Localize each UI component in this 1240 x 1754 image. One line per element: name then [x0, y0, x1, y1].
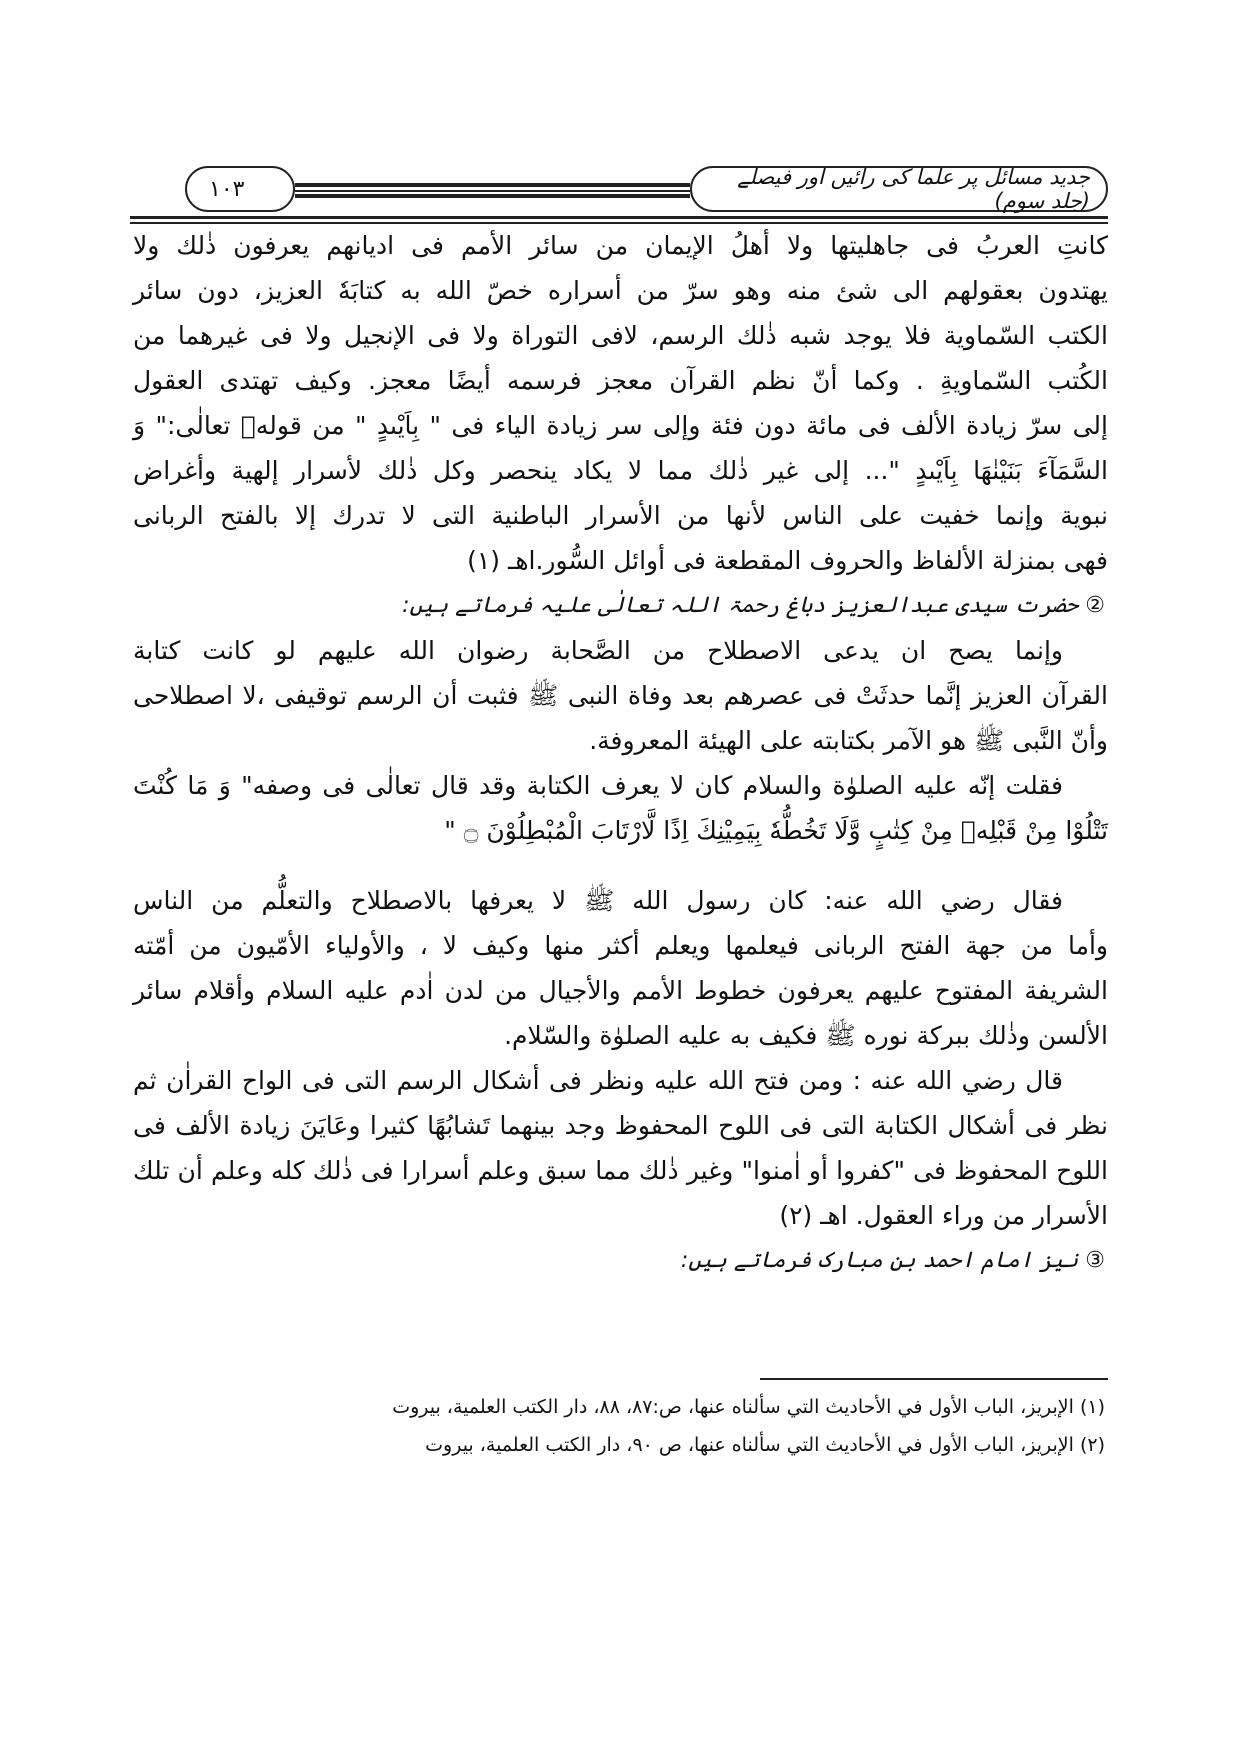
running-title [690, 166, 1108, 212]
text-line: وأما من جهة الفتح الربانى فيعلمها ويعلم أكثر منها وكيف لا ، والأولياء الأمّيون من أمّته [133, 931, 1108, 960]
text-line: نظر فى أشكال الكتابة التى فى اللوح المحفوظ وجد بينهما تَشابُهًا كثيرا وعَايَنَ زيادة الألف فى [133, 1111, 1108, 1140]
text-line: الألسن وذٰلك ببركة نوره ﷺ فكيف به عليه الصلوٰة والسّلام. [504, 1021, 1108, 1050]
text-line: الكتب السّماوية فلا يوجد شبه ذٰلك الرسم، لافى التوراة ولا فى الإنجيل ولا فى غيرهما من [133, 321, 1108, 350]
section-heading: ② حضرت سیدی عبدالعزیز دباغ رحمۃ اللہ تعالٰی علیہ فرماتے ہیں: [402, 593, 1105, 618]
footnote: (۱) الإبريز، الباب الأول في الأحاديث التي سألناه عنها، ص:۸۷، ۸۸، دار الكتب العلمية، بيروت [392, 1396, 1105, 1418]
quran-verse-line: تَتْلُوْا مِنْ قَبْلِهٖ مِنْ كِتٰبٍ وَّلَا تَخُطُّهٗ بِيَمِيْنِكَ اِذًا لَّارْتَابَ الْمُبْطِلُوْنَ ۝ " [444, 816, 1108, 845]
header-rule [295, 194, 690, 198]
header-divider [130, 222, 1108, 224]
text-line: اللوح المحفوظ فى "كفروا أو اٰمنوا" وغير ذٰلك مما سبق وعلم أسرارا فى ذٰلك كله وعلم أن تلك [133, 1156, 1108, 1185]
text-line: كانتِ العربُ فى جاهليتها ولا أهلُ الإيمان من سائر الأمم فى اديانهم يعرفون ذٰلك ولا [133, 231, 1108, 260]
section-heading: ③ نیز امام احمد بن مبارک فرماتے ہیں: [680, 1248, 1105, 1273]
text-line: فقلت إنّه عليه الصلوٰة والسلام كان لا يعرف الكتابة وقد قال تعالٰى فى وصفه" وَ مَا كُنْتَ [133, 771, 1063, 800]
text-line: السَّمَآءَ بَنَيْنٰهَا بِاَيْىدٍ "... إلى غير ذٰلك مما لا يكاد ينحصر وكل ذٰلك لأسرار إلهية وأغراض [133, 456, 1108, 485]
text-line: إلى سرّ زيادة الألف فى مائة دون فئة وإلى سر زيادة الياء فى " بِاَيْىدٍ " من قولهٖ تعالٰى:" وَ [133, 411, 1108, 440]
page-number [185, 166, 295, 212]
running-title-text: جدید مسائل پر علما کی رائیں اور فیصلے (جلد سوم) [737, 165, 1090, 213]
text-line: نبوية وإنما خفيت على الناس لأنها من الأسرار الباطنية التى لا تدرك إلا بالفتح الربانى [133, 501, 1108, 530]
header-rule [295, 190, 690, 192]
text-line: فهى بمنزلة الألفاظ والحروف المقطعة فى أوائل السُّور.اهـ (۱) [467, 546, 1108, 575]
text-line: وإنما يصح ان يدعى الاصطلاح من الصَّحابة رضوان الله عليهم لو كانت كتابة [133, 636, 1063, 665]
text-line: قال رضي الله عنه : ومن فتح الله عليه ونظر فى أشكال الرسم التى فى الواح القراٰن ثم [133, 1066, 1063, 1095]
page-number-text: ۱۰۳ [209, 176, 245, 202]
text-line: وأنّ النَّبى ﷺ هو الآمر بكتابته على الهيئة المعروفة. [589, 726, 1108, 755]
text-line: الكُتب السّماويةِ . وكما أنّ نظم القرآن معجز فرسمه أيضًا معجز. وكيف تهتدى العقول [133, 366, 1108, 395]
text-line: الأسرار من وراء العقول. اهـ (۲) [779, 1201, 1108, 1230]
header-rule [295, 183, 690, 187]
text-line: الشريفة المفتوح عليهم يعرفون خطوط الأمم والأجيال من لدن اٰدم عليه السلام وأقلام سائر [133, 976, 1108, 1005]
footnote: (۲) الإبريز، الباب الأول في الأحاديث التي سألناه عنها، ص ۹۰، دار الكتب العلمية، بيروت [425, 1434, 1105, 1456]
header-divider [130, 216, 1108, 219]
text-line: فقال رضي الله عنه: كان رسول الله ﷺ لا يعرفها بالاصطلاح والتعلُّم من الناس [133, 886, 1063, 915]
text-line: القرآن العزيز إنَّما حدثَتْ فى عصرهم بعد وفاة النبى ﷺ فثبت أن الرسم توقيفى ،لا اصطلاحى [133, 681, 1108, 710]
text-line: يهتدون بعقولهم الى شئ منه وهو سرّ من أسراره خصّ الله به كتابَهٗ العزيز، دون سائر [133, 276, 1108, 305]
footnote-divider [760, 1378, 1108, 1380]
